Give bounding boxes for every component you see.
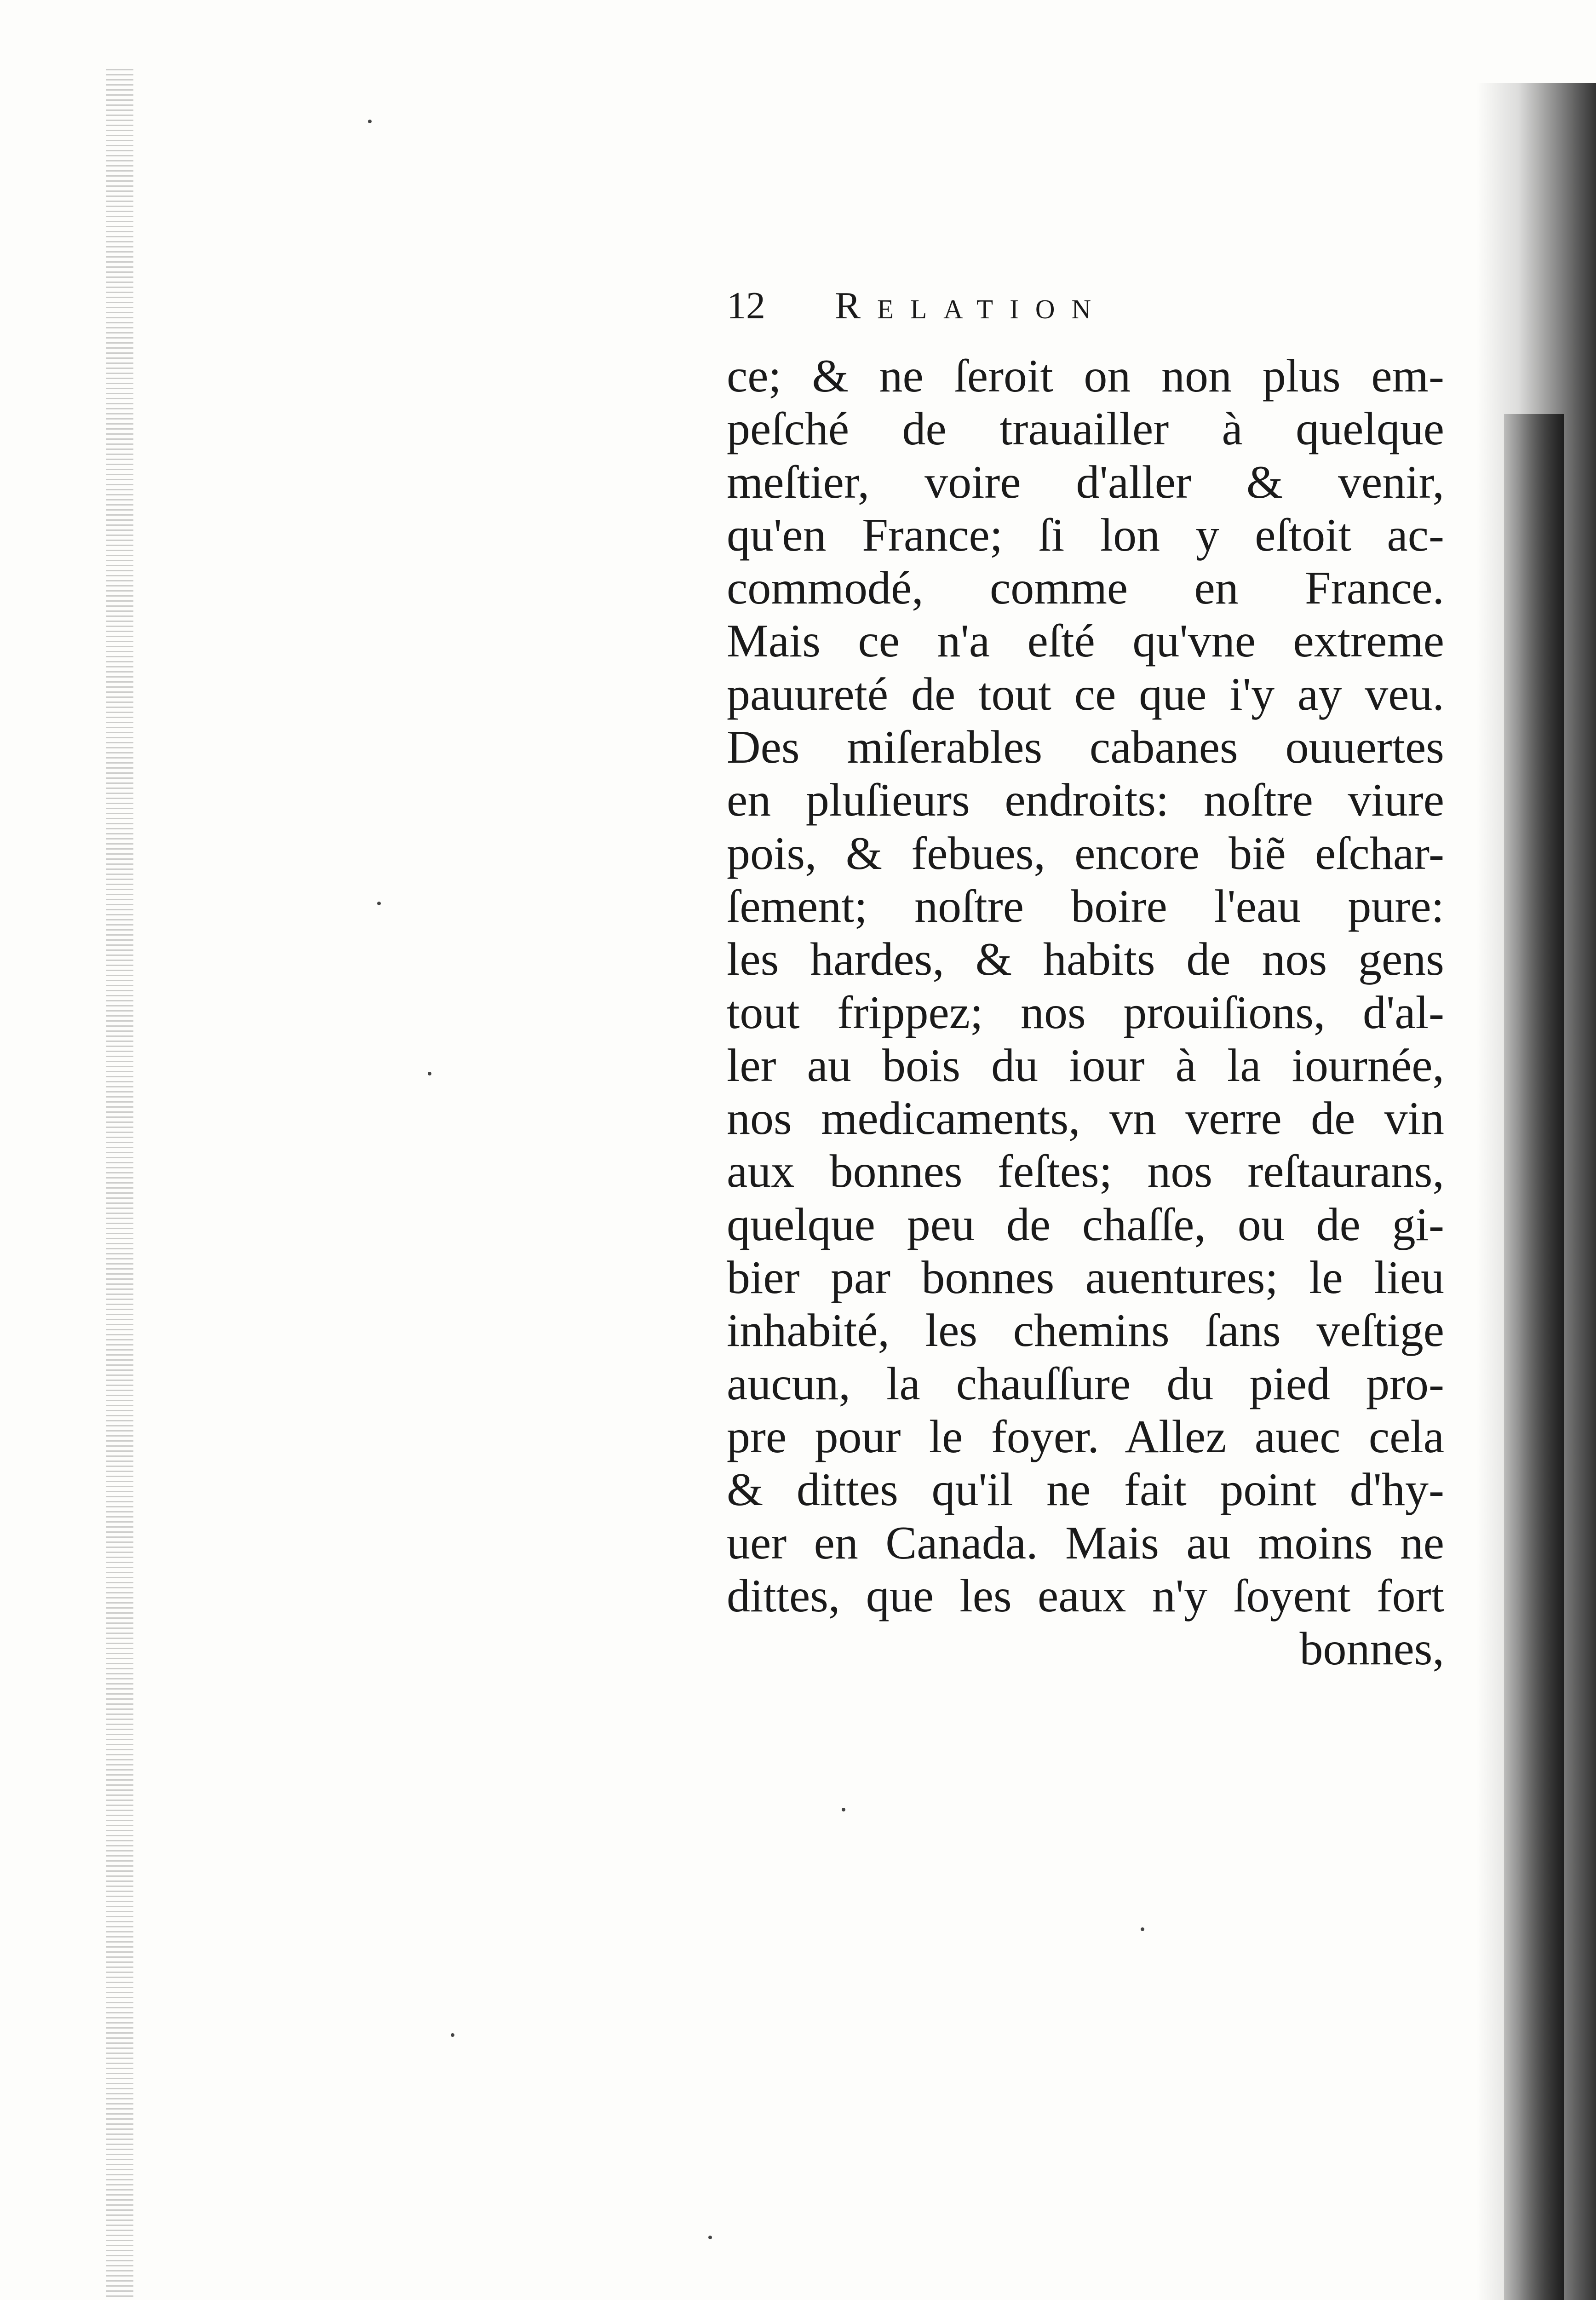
running-title: Relation (835, 284, 1108, 327)
body-text (727, 350, 1444, 1675)
text-line: qu'en France; ſi lon y eſtoit ac- (727, 509, 1444, 561)
text-line: inhabité, les chemins ſans veſtige (727, 1305, 1444, 1357)
page-number: 12 (727, 284, 765, 327)
text-line: pauureté de tout ce que i'y ay veu. (727, 668, 1444, 720)
text-line: pois, & febues, encore biẽ eſchar- (727, 827, 1444, 880)
ink-speck (708, 2236, 712, 2239)
text-line: aucun, la chauſſure du pied pro- (727, 1357, 1444, 1410)
text-line: bier par bonnes auentures; le lieu (727, 1252, 1444, 1304)
text-line: uer en Canada. Mais au moins ne (727, 1517, 1444, 1569)
ink-speck (368, 120, 372, 123)
text-line: nos medicaments, vn verre de vin (727, 1092, 1444, 1145)
ink-speck (842, 1808, 845, 1811)
ink-speck (428, 1072, 431, 1075)
text-line: & dittes qu'il ne fait point d'hy- (727, 1464, 1444, 1516)
text-line: les hardes, & habits de nos gens (727, 933, 1444, 986)
catchword: bonnes, (1299, 1623, 1444, 1675)
text-line: ler au bois du iour à la iournée, (727, 1039, 1444, 1092)
text-line: Des miſerables cabanes ouuertes (727, 721, 1444, 774)
text-line: Mais ce n'a eſté qu'vne extreme (727, 615, 1444, 667)
left-edge-shadow (106, 69, 133, 2300)
text-line: dittes, que les eaux n'y ſoyent fort (727, 1570, 1444, 1622)
ink-speck (377, 902, 381, 905)
text-line: quelque peu de chaſſe, ou de gi- (727, 1198, 1444, 1251)
text-line: en pluſieurs endroits: noſtre viure (727, 774, 1444, 827)
text-line: meſtier, voire d'aller & venir, (727, 456, 1444, 508)
text-line: tout frippez; nos prouiſions, d'al- (727, 986, 1444, 1039)
text-line: ſement; noſtre boire l'eau pure: (727, 880, 1444, 932)
running-head (727, 276, 1444, 336)
ink-speck (451, 2033, 454, 2037)
text-line: peſché de trauailler à quelque (727, 403, 1444, 455)
text-line: pre pour le foyer. Allez auec cela (727, 1410, 1444, 1463)
text-line: aux bonnes feſtes; nos reſtaurans, (727, 1145, 1444, 1198)
text-line: commodé, comme en France. (727, 562, 1444, 615)
text-line: ce; & ne ſeroit on non plus em- (727, 350, 1444, 402)
ink-speck (1141, 1927, 1144, 1931)
binding-shadow-dark (1504, 414, 1564, 2300)
